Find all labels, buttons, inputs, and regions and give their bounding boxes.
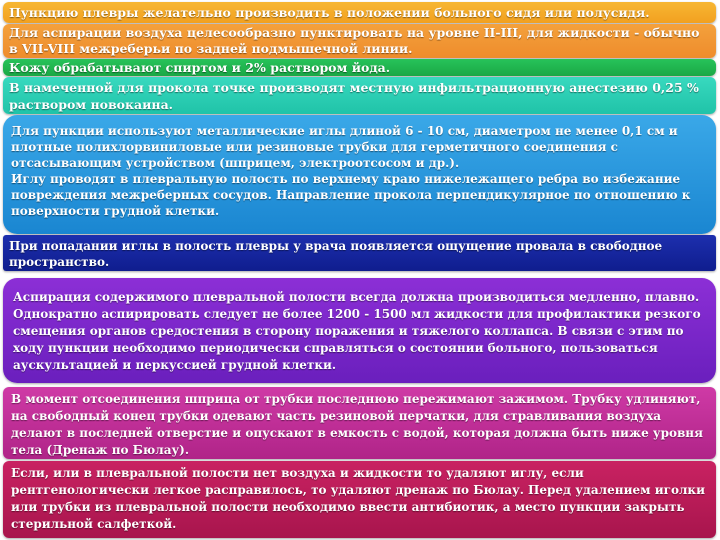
- step-text: При попадании иглы в полость плевры у врача появляется ощущение провала в свободное пространство.: [9, 239, 663, 269]
- step-puncture-level: [3, 24, 716, 58]
- step-text: Для пункции используют металлические иглы длиной 6 - 10 см, диаметром не менее 0,1 см и плотные полихлорвиниловые или резиновые трубки для герметичного соединения с отсасывающим устройством (шприцем, электроотсосом и др.).: [11, 124, 678, 170]
- step-pleura-entry: [3, 235, 716, 271]
- step-text: В момент отсоединения шприца от трубки последнюю пережимают зажимом. Трубку удлиняют, на свободный конец трубки одевают часть резиновой перчатки, для стравливания воздуха делают в последней отверстие и опускают в емкость с водой, которая должна быть ниже уровня тела (Дренаж по Бюлау).: [11, 392, 703, 457]
- step-text: В намеченной для прокола точке производят местную инфильтрационную анестезию 0,25 % раствором новокаина.: [9, 80, 699, 112]
- step-text: Кожу обрабатывают спиртом и 2% раствором йода.: [9, 60, 391, 75]
- step-text: Иглу проводят в плевральную полость по верхнему краю нижележащего ребра во избежание повреждения межреберных сосудов. Направление прокола перпендикулярное по отношению к поверхности грудной клетки.: [11, 172, 691, 218]
- step-sitting-position: [3, 2, 716, 23]
- step-text: Аспирация содержимого плевральной полости всегда должна производиться медленно, плавно. Однократно аспирировать следует не более 1200 - 1500 мл жидкости для профилактики резкого смещения органов средостения в сторону поражения и тяжелого коллапса. В связи с этим по ходу пункции необходимо периодически справляться о состоянии больного, пользоваться аускультацией и перкуссией грудной клетки.: [13, 290, 701, 372]
- step-text: Пункцию плевры желательно производить в положении больного сидя или полусидя.: [9, 5, 650, 20]
- step-bulau-drainage: [3, 387, 716, 459]
- step-aspiration: [3, 278, 716, 383]
- step-anesthesia: [3, 77, 716, 114]
- step-skin-treatment: [3, 59, 716, 76]
- step-needle-removal: [3, 461, 716, 538]
- step-needle-technique: [3, 115, 716, 234]
- step-text: Если, или в плевральной полости нет воздуха и жидкости то удаляют иглу, если рентгенологически легкое расправилось, то удаляют дренаж по Бюлау. Перед удалением иголки или трубки из плевральной полости необходимо ввести антибиотик, а место пункции закрыть стерильной салфеткой.: [11, 466, 705, 531]
- step-text: Для аспирации воздуха целесообразно пунктировать на уровне II-III, для жидкости - обычно в VII-VIII межреберьи по задней подмышечной линии.: [9, 25, 700, 56]
